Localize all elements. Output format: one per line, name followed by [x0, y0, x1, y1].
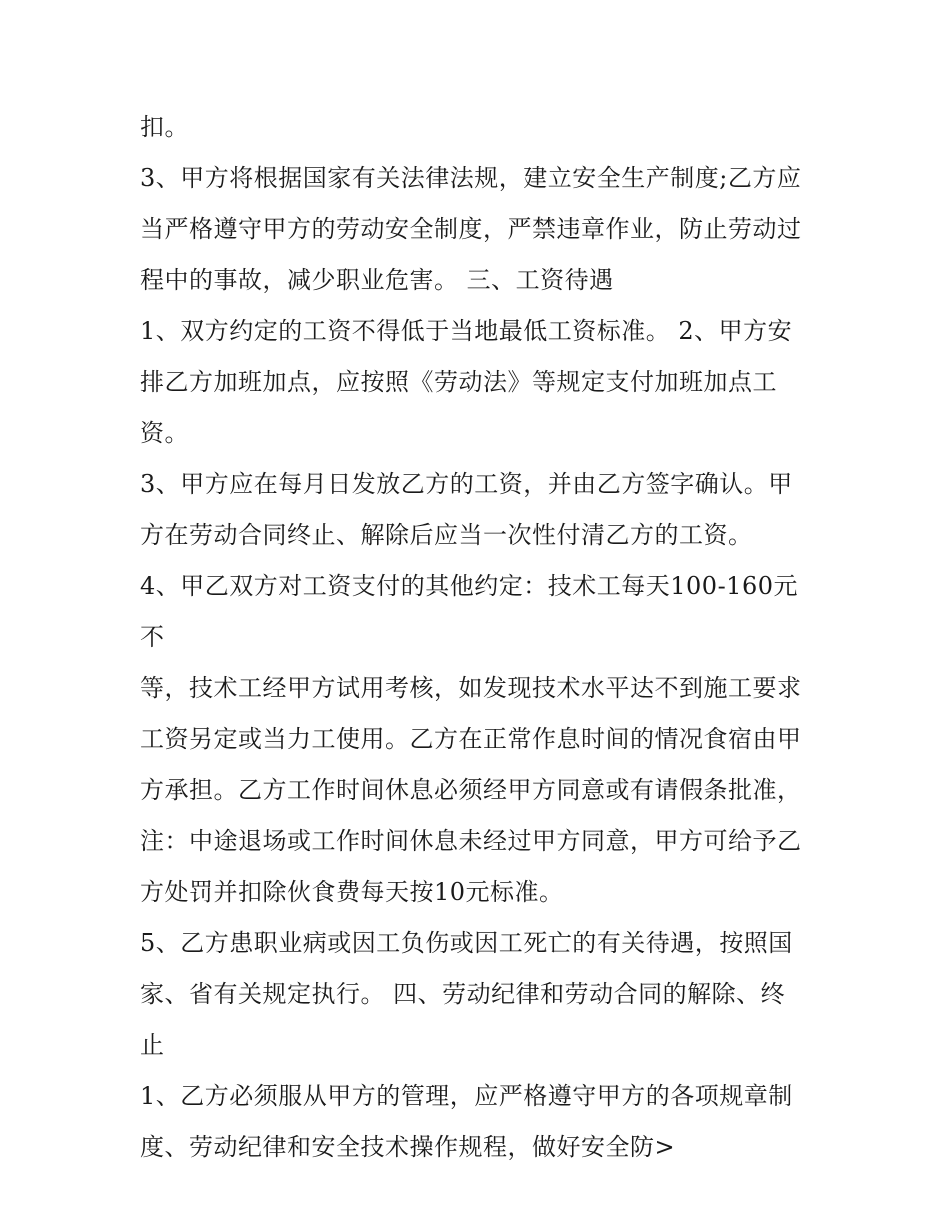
paragraph-3: 1、双方约定的工资不得低于当地最低工资标准。 2、甲方安 排乙方加班加点，应按照《劳动法》等规定支付加班加点工 资。 [140, 317, 793, 447]
paragraph-7: 1、乙方必须服从甲方的管理，应严格遵守甲方的各项规章制 度、劳动纪律和安全技术操作规程，做好安全防> [140, 1082, 793, 1161]
paragraph-5: 4、甲乙双方对工资支付的其他约定：技术工每天100-160元不 等，技术工经甲方试用考核，如发现技术水平达不到施工要求 工资另定或当力工使用。乙方在正常作息时间的情况食宿由甲 方承担。乙方工作时间休息必须经甲方同意或有请假条批准， 注：中途退场或工作时间休息未经过甲方同意，甲方可给予乙 方处罚并扣除伙食费每天按10元标准。 [140, 572, 802, 906]
paragraph-4: 3、甲方应在每月日发放乙方的工资，并由乙方签字确认。甲 方在劳动合同终止、解除后应当一次性付清乙方的工资。 [140, 470, 793, 549]
paragraph-6: 5、乙方患职业病或因工负伤或因工死亡的有关待遇，按照国 家、省有关规定执行。 四、劳动纪律和劳动合同的解除、终 止 [140, 929, 793, 1059]
paragraph-2: 3、甲方将根据国家有关法律法规，建立安全生产制度;乙方应 当严格遵守甲方的劳动安全制度，严禁违章作业，防止劳动过 程中的事故，减少职业危害。 三、工资待遇 [140, 164, 802, 294]
document-body [140, 102, 820, 1173]
paragraph-1: 扣。 [140, 113, 189, 141]
